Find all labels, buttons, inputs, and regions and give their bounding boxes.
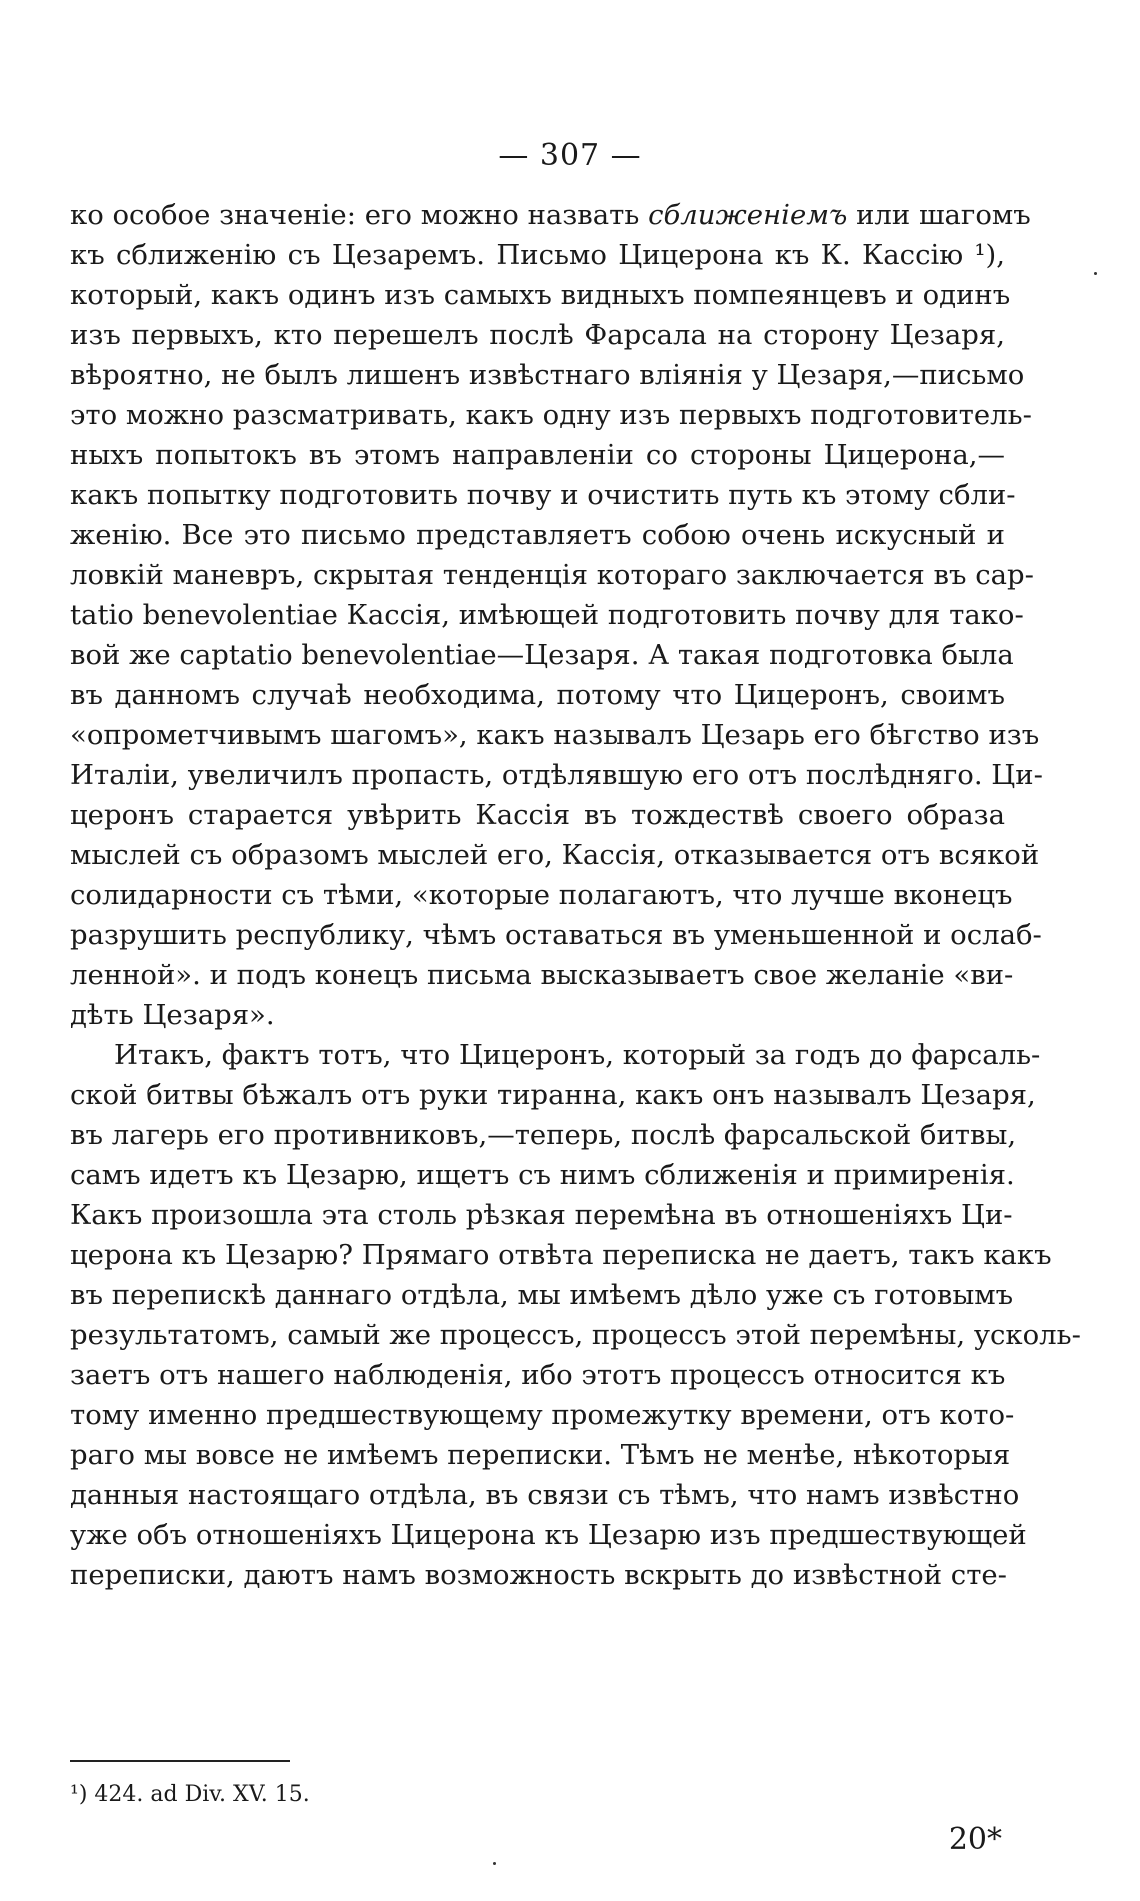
- text-line: церона къ Цезарю? Прямаго отвѣта переписка не даетъ, такъ какъ: [70, 1239, 1052, 1271]
- text-line: который, какъ одинъ изъ самыхъ видныхъ помпеянцевъ и одинъ: [70, 279, 1011, 311]
- paragraph-start-line: Итакъ, фактъ тотъ, что Цицеронъ, который за годъ до фарсаль-: [114, 1039, 1041, 1071]
- text-line: мыслей съ образомъ мыслей его, Кассія, отказывается отъ всякой: [70, 839, 1040, 871]
- footnote-divider: [70, 1760, 290, 1762]
- page-number: — 307 —: [498, 138, 642, 173]
- text-line: ленной». и подъ конецъ письма высказываетъ свое желаніе «ви-: [70, 959, 1014, 991]
- text-line: въ лагерь его противниковъ,—теперь, послѣ фарсальской битвы,: [70, 1119, 1017, 1151]
- text-line: разрушить республику, чѣмъ оставаться въ уменьшенной и ослаб-: [70, 919, 1042, 951]
- text-line: вѣроятно, не былъ лишенъ извѣстнаго вліянія у Цезаря,—письмо: [70, 359, 1025, 391]
- text-line: какъ попытку подготовить почву и очистить путь къ этому сбли-: [70, 479, 1016, 511]
- text-line: тому именно предшествующему промежутку времени, отъ кото-: [70, 1399, 1015, 1431]
- text-line: Какъ произошла эта столь рѣзкая перемѣна въ отношеніяхъ Ци-: [70, 1199, 1013, 1231]
- text-line: къ сближенію съ Цезаремъ. Письмо Цицерона къ К. Кассію ¹),: [70, 239, 1005, 271]
- text-line: уже объ отношеніяхъ Цицерона къ Цезарю изъ предшествующей: [70, 1519, 1027, 1551]
- print-speck: [1094, 272, 1097, 275]
- text-line: въ перепискѣ даннаго отдѣла, мы имѣемъ дѣло уже съ готовымъ: [70, 1279, 1014, 1311]
- text-line: ловкій маневръ, скрытая тенденція котораго заключается въ cap-: [70, 559, 1034, 591]
- text-line: самъ идетъ къ Цезарю, ищетъ съ нимъ сближенія и примиренія.: [70, 1159, 1015, 1191]
- text-line: въ данномъ случаѣ необходима, потому что Цицеронъ, своимъ: [70, 679, 1005, 711]
- text-line: «опрометчивымъ шагомъ», какъ называлъ Цезарь его бѣгство изъ: [70, 719, 1040, 751]
- text-line: результатомъ, самый же процессъ, процессъ этой перемѣны, усколь-: [70, 1319, 1081, 1351]
- print-speck: [493, 1862, 496, 1865]
- text-line: ской битвы бѣжалъ отъ руки тиранна, какъ онъ называлъ Цезаря,: [70, 1079, 1036, 1111]
- text-line: раго мы вовсе не имѣемъ переписки. Тѣмъ не менѣе, нѣкоторыя: [70, 1439, 1011, 1471]
- text-line: это можно разсматривать, какъ одну изъ первыхъ подготовитель-: [70, 399, 1032, 431]
- footnote: ¹) 424. ad Div. XV. 15.: [70, 1782, 310, 1807]
- body-text: [70, 195, 1081, 1595]
- text-line: дѣть Цезаря».: [70, 999, 275, 1031]
- text-line: ныхъ попытокъ въ этомъ направленіи со стороны Цицерона,—: [70, 439, 1005, 471]
- emphasized-word: сближеніемъ: [648, 199, 848, 231]
- text-line: заетъ отъ нашего наблюденія, ибо этотъ процессъ относится къ: [70, 1359, 1006, 1391]
- text-line: переписки, даютъ намъ возможность вскрыть до извѣстной сте-: [70, 1559, 1007, 1591]
- text-line: цeронъ старается увѣрить Кассія въ тождествѣ своего образа: [70, 799, 1005, 831]
- text-line: ко особое значеніе: его можно назвать сближеніемъ или шагомъ: [70, 199, 1031, 231]
- text-line: женію. Все это письмо представляетъ собою очень искусный и: [70, 519, 1005, 551]
- text-line: вой же captatio benevolentiae—Цезаря. А такая подготовка была: [70, 639, 1014, 671]
- text-line: изъ первыхъ, кто перешелъ послѣ Фарсала на сторону Цезаря,: [70, 319, 1005, 351]
- text-line: солидарности съ тѣми, «которые полагаютъ, что лучше вконецъ: [70, 879, 1013, 911]
- text-line: tatio benevolentiae Кассія, имѣющей подготовить почву для тако-: [70, 599, 1024, 631]
- text-line: данныя настоящаго отдѣла, въ связи съ тѣмъ, что намъ извѣстно: [70, 1479, 1020, 1511]
- text-line: Италіи, увеличилъ пропасть, отдѣлявшую его отъ послѣдняго. Ци-: [70, 759, 1043, 791]
- signature-mark: 20*: [948, 1822, 1002, 1857]
